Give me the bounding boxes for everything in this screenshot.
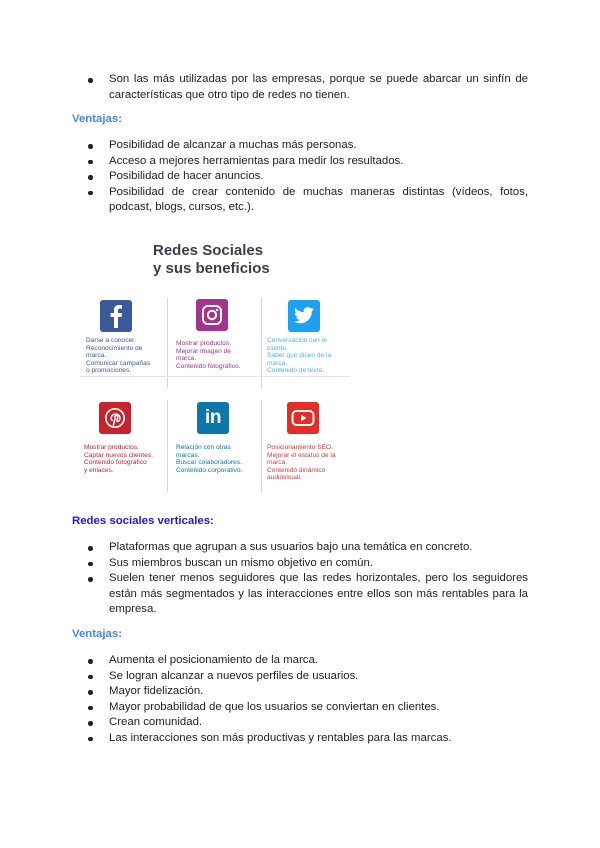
youtube-icon [287,402,319,434]
list-item: Mayor probabilidad de que los usuarios se conviertan en clientes. [88,700,528,716]
linkedin-icon: in [197,402,229,434]
list-item: Acceso a mejores herramientas para medir los resultados. [88,154,528,170]
section-heading-verticales: Redes sociales verticales: [72,515,214,527]
linkedin-benefits: Relación con otras marcas. Buscar colaboradores. Contenido corporativo. [176,444,243,474]
infographic-title: Redes Sociales [153,242,264,259]
list-item: Mayor fidelización. [88,684,528,700]
intro-list [88,72,528,103]
twitter-icon [288,300,320,332]
verticales-list [88,540,528,618]
social-networks-infographic [80,236,360,496]
list-item: Posibilidad de hacer anuncios. [88,169,528,185]
infographic-subtitle: y sus beneficios [153,260,270,277]
twitter-benefits: Conversación con el cliente. Saber que dicen de la marca. Contenido de texto. [267,337,332,375]
ventajas-list [88,138,528,216]
list-item: Se logran alcanzar a nuevos perfiles de usuarios. [88,669,528,685]
list-item: Son las más utilizadas por las empresas, porque se puede abarcar un sinfín de características que otro tipo de redes no tienen. [88,72,528,103]
pinterest-icon [99,402,131,434]
facebook-benefits: Darse a conocer. Reconocimiento de marca. Comunicar campañas o promociones. [86,337,151,375]
instagram-benefits: Mostrar productos. Mejorar imagen de marca. Contenido fotográfico. [176,340,241,370]
list-item: Plataformas que agrupan a sus usuarios bajo una temática en concreto. [88,540,528,556]
facebook-icon [100,300,132,332]
list-item: Las interacciones son más productivas y rentables para las marcas. [88,731,528,747]
youtube-benefits: Posicionamiento SEO. Mejorar el estatus de la marca. Contenido dinámico audiovisual. [267,444,336,482]
list-item: Posibilidad de alcanzar a muchas más personas. [88,138,528,154]
section-heading-ventajas: Ventajas: [72,113,123,125]
ventajas-verticales-list [88,653,528,747]
list-item: Crean comunidad. [88,715,528,731]
instagram-icon [196,299,228,331]
pinterest-benefits: Mostrar productos. Captar nuevos clientes. Contenido fotográfico y enlaces. [84,444,153,474]
list-item: Aumenta el posicionamiento de la marca. [88,653,528,669]
list-item: Posibilidad de crear contenido de muchas maneras distintas (vídeos, fotos, podcast, blogs, cursos, etc.). [88,185,528,216]
section-heading-ventajas-2: Ventajas: [72,628,123,640]
list-item: Suelen tener menos seguidores que las redes horizontales, pero los seguidores están más segmentados y las interacciones entre ellos son más rentables para la empresa. [88,571,528,618]
list-item: Sus miembros buscan un mismo objetivo en común. [88,556,528,572]
